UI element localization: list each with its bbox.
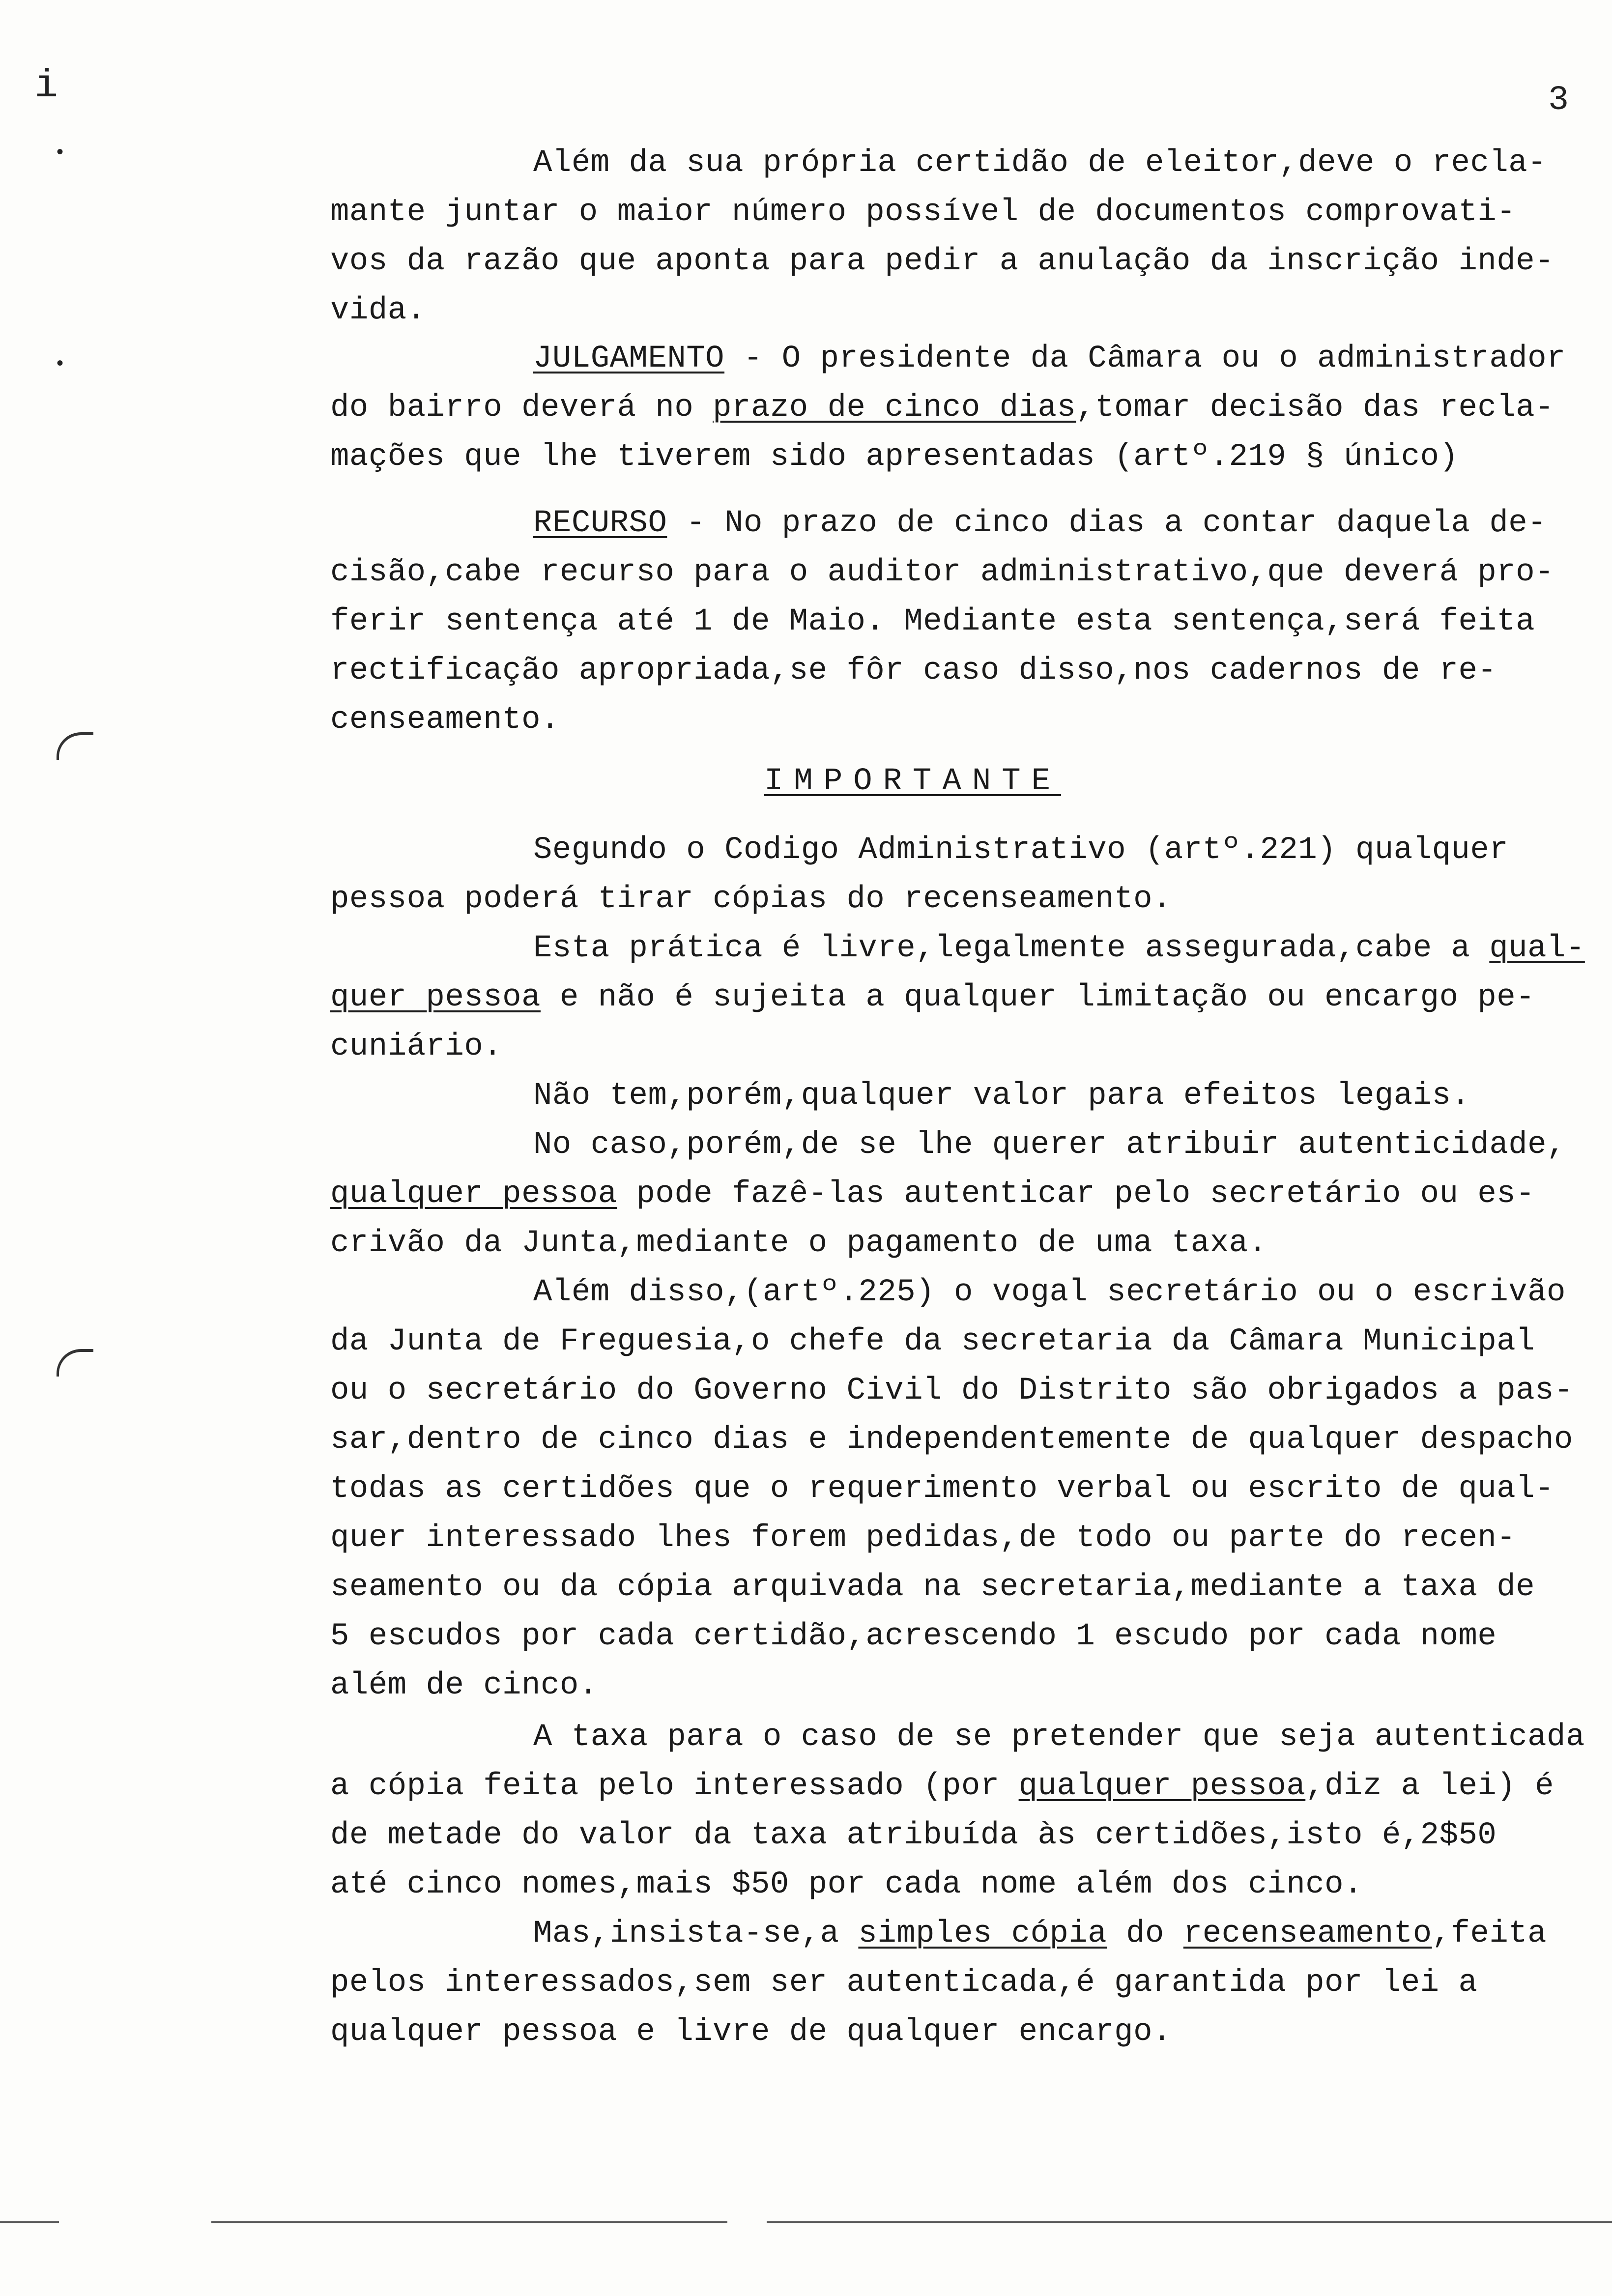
text-line: qualquer pessoa pode fazê-las autenticar pelo secretário ou es- xyxy=(330,1177,1535,1212)
text-line: todas as certidões que o requerimento verbal ou escrito de qual- xyxy=(330,1471,1554,1507)
text-line: No caso,porém,de se lhe querer atribuir autenticidade, xyxy=(533,1127,1566,1163)
text-line: cuniário. xyxy=(330,1029,503,1064)
text-line: quer interessado lhes forem pedidas,de todo ou parte do recen- xyxy=(330,1521,1516,1556)
margin-dot: • xyxy=(54,143,66,165)
text-line: qualquer pessoa e livre de qualquer encargo. xyxy=(330,2014,1172,2050)
julgamento-label: JULGAMENTO xyxy=(533,341,725,376)
underlined-phrase: recenseamento xyxy=(1183,1916,1432,1952)
julgamento-line: JULGAMENTO - O presidente da Câmara ou o administrador xyxy=(533,341,1566,376)
underlined-phrase: prazo de cinco dias xyxy=(713,390,1076,426)
text-line: crivão da Junta,mediante o pagamento de uma taxa. xyxy=(330,1226,1267,1261)
text-line: pessoa poderá tirar cópias do recenseamento. xyxy=(330,882,1172,917)
text-line: rectificação apropriada,se fôr caso disso,nos cadernos de re- xyxy=(330,653,1497,689)
text-line: Além da sua própria certidão de eleitor,deve o recla- xyxy=(533,145,1547,181)
margin-tick-mark xyxy=(57,1349,93,1377)
text-line: do bairro deverá no prazo de cinco dias,tomar decisão das recla- xyxy=(330,390,1554,426)
margin-mark: i xyxy=(34,64,58,109)
text-line: ou o secretário do Governo Civil do Distrito são obrigados a pas- xyxy=(330,1373,1573,1408)
margin-dot: • xyxy=(54,354,66,376)
section-heading: IMPORTANTE xyxy=(764,764,1062,799)
text-line: Além disso,(artº.225) o vogal secretário ou o escrivão xyxy=(533,1275,1566,1310)
text-line: de metade do valor da taxa atribuída às certidões,isto é,2$50 xyxy=(330,1818,1497,1853)
underlined-phrase: simples cópia xyxy=(858,1916,1107,1952)
margin-tick-mark xyxy=(57,732,93,760)
text-line: vida. xyxy=(330,293,426,328)
text-line: Segundo o Codigo Administrativo (artº.221) qualquer xyxy=(533,832,1509,868)
recurso-label: RECURSO xyxy=(533,506,667,541)
text-line: pelos interessados,sem ser autenticada,é garantida por lei a xyxy=(330,1965,1478,2001)
text-line: além de cinco. xyxy=(330,1668,598,1703)
text-line: mante juntar o maior número possível de documentos comprovati- xyxy=(330,195,1516,230)
text-line: censeamento. xyxy=(330,702,560,738)
footer-rule xyxy=(767,2221,1612,2223)
text-line: vos da razão que aponta para pedir a anulação da inscrição inde- xyxy=(330,244,1554,279)
underlined-phrase: qual- xyxy=(1489,931,1585,966)
footer-rule xyxy=(211,2221,727,2223)
recurso-line: RECURSO - No prazo de cinco dias a contar daquela de- xyxy=(533,506,1547,541)
underlined-phrase: quer pessoa xyxy=(330,980,541,1015)
text-line: cisão,cabe recurso para o auditor administrativo,que deverá pro- xyxy=(330,555,1554,590)
text-line: até cinco nomes,mais $50 por cada nome além dos cinco. xyxy=(330,1867,1363,1902)
footer-rule xyxy=(0,2221,59,2223)
page-number: 3 xyxy=(1548,81,1569,120)
text-line: Esta prática é livre,legalmente assegurada,cabe a qual- xyxy=(533,931,1585,966)
underlined-phrase: qualquer pessoa xyxy=(1018,1769,1306,1804)
text-line: da Junta de Freguesia,o chefe da secretaria da Câmara Municipal xyxy=(330,1324,1535,1359)
text-line: a cópia feita pelo interessado (por qualquer pessoa,diz a lei) é xyxy=(330,1769,1554,1804)
underlined-phrase: qualquer pessoa xyxy=(330,1177,617,1212)
text-line: quer pessoa e não é sujeita a qualquer limitação ou encargo pe- xyxy=(330,980,1535,1015)
text-line: 5 escudos por cada certidão,acrescendo 1 escudo por cada nome xyxy=(330,1619,1497,1654)
text-line: ferir sentença até 1 de Maio. Mediante esta sentença,será feita xyxy=(330,604,1535,639)
text-line: mações que lhe tiverem sido apresentadas (artº.219 § único) xyxy=(330,439,1459,475)
text-line: Mas,insista-se,a simples cópia do recenseamento,feita xyxy=(533,1916,1547,1952)
text-line: Não tem,porém,qualquer valor para efeitos legais. xyxy=(533,1078,1470,1114)
text-line: seamento ou da cópia arquivada na secretaria,mediante a taxa de xyxy=(330,1570,1535,1605)
text-line: A taxa para o caso de se pretender que seja autenticada xyxy=(533,1720,1585,1755)
text-line: sar,dentro de cinco dias e independentemente de qualquer despacho xyxy=(330,1422,1573,1458)
